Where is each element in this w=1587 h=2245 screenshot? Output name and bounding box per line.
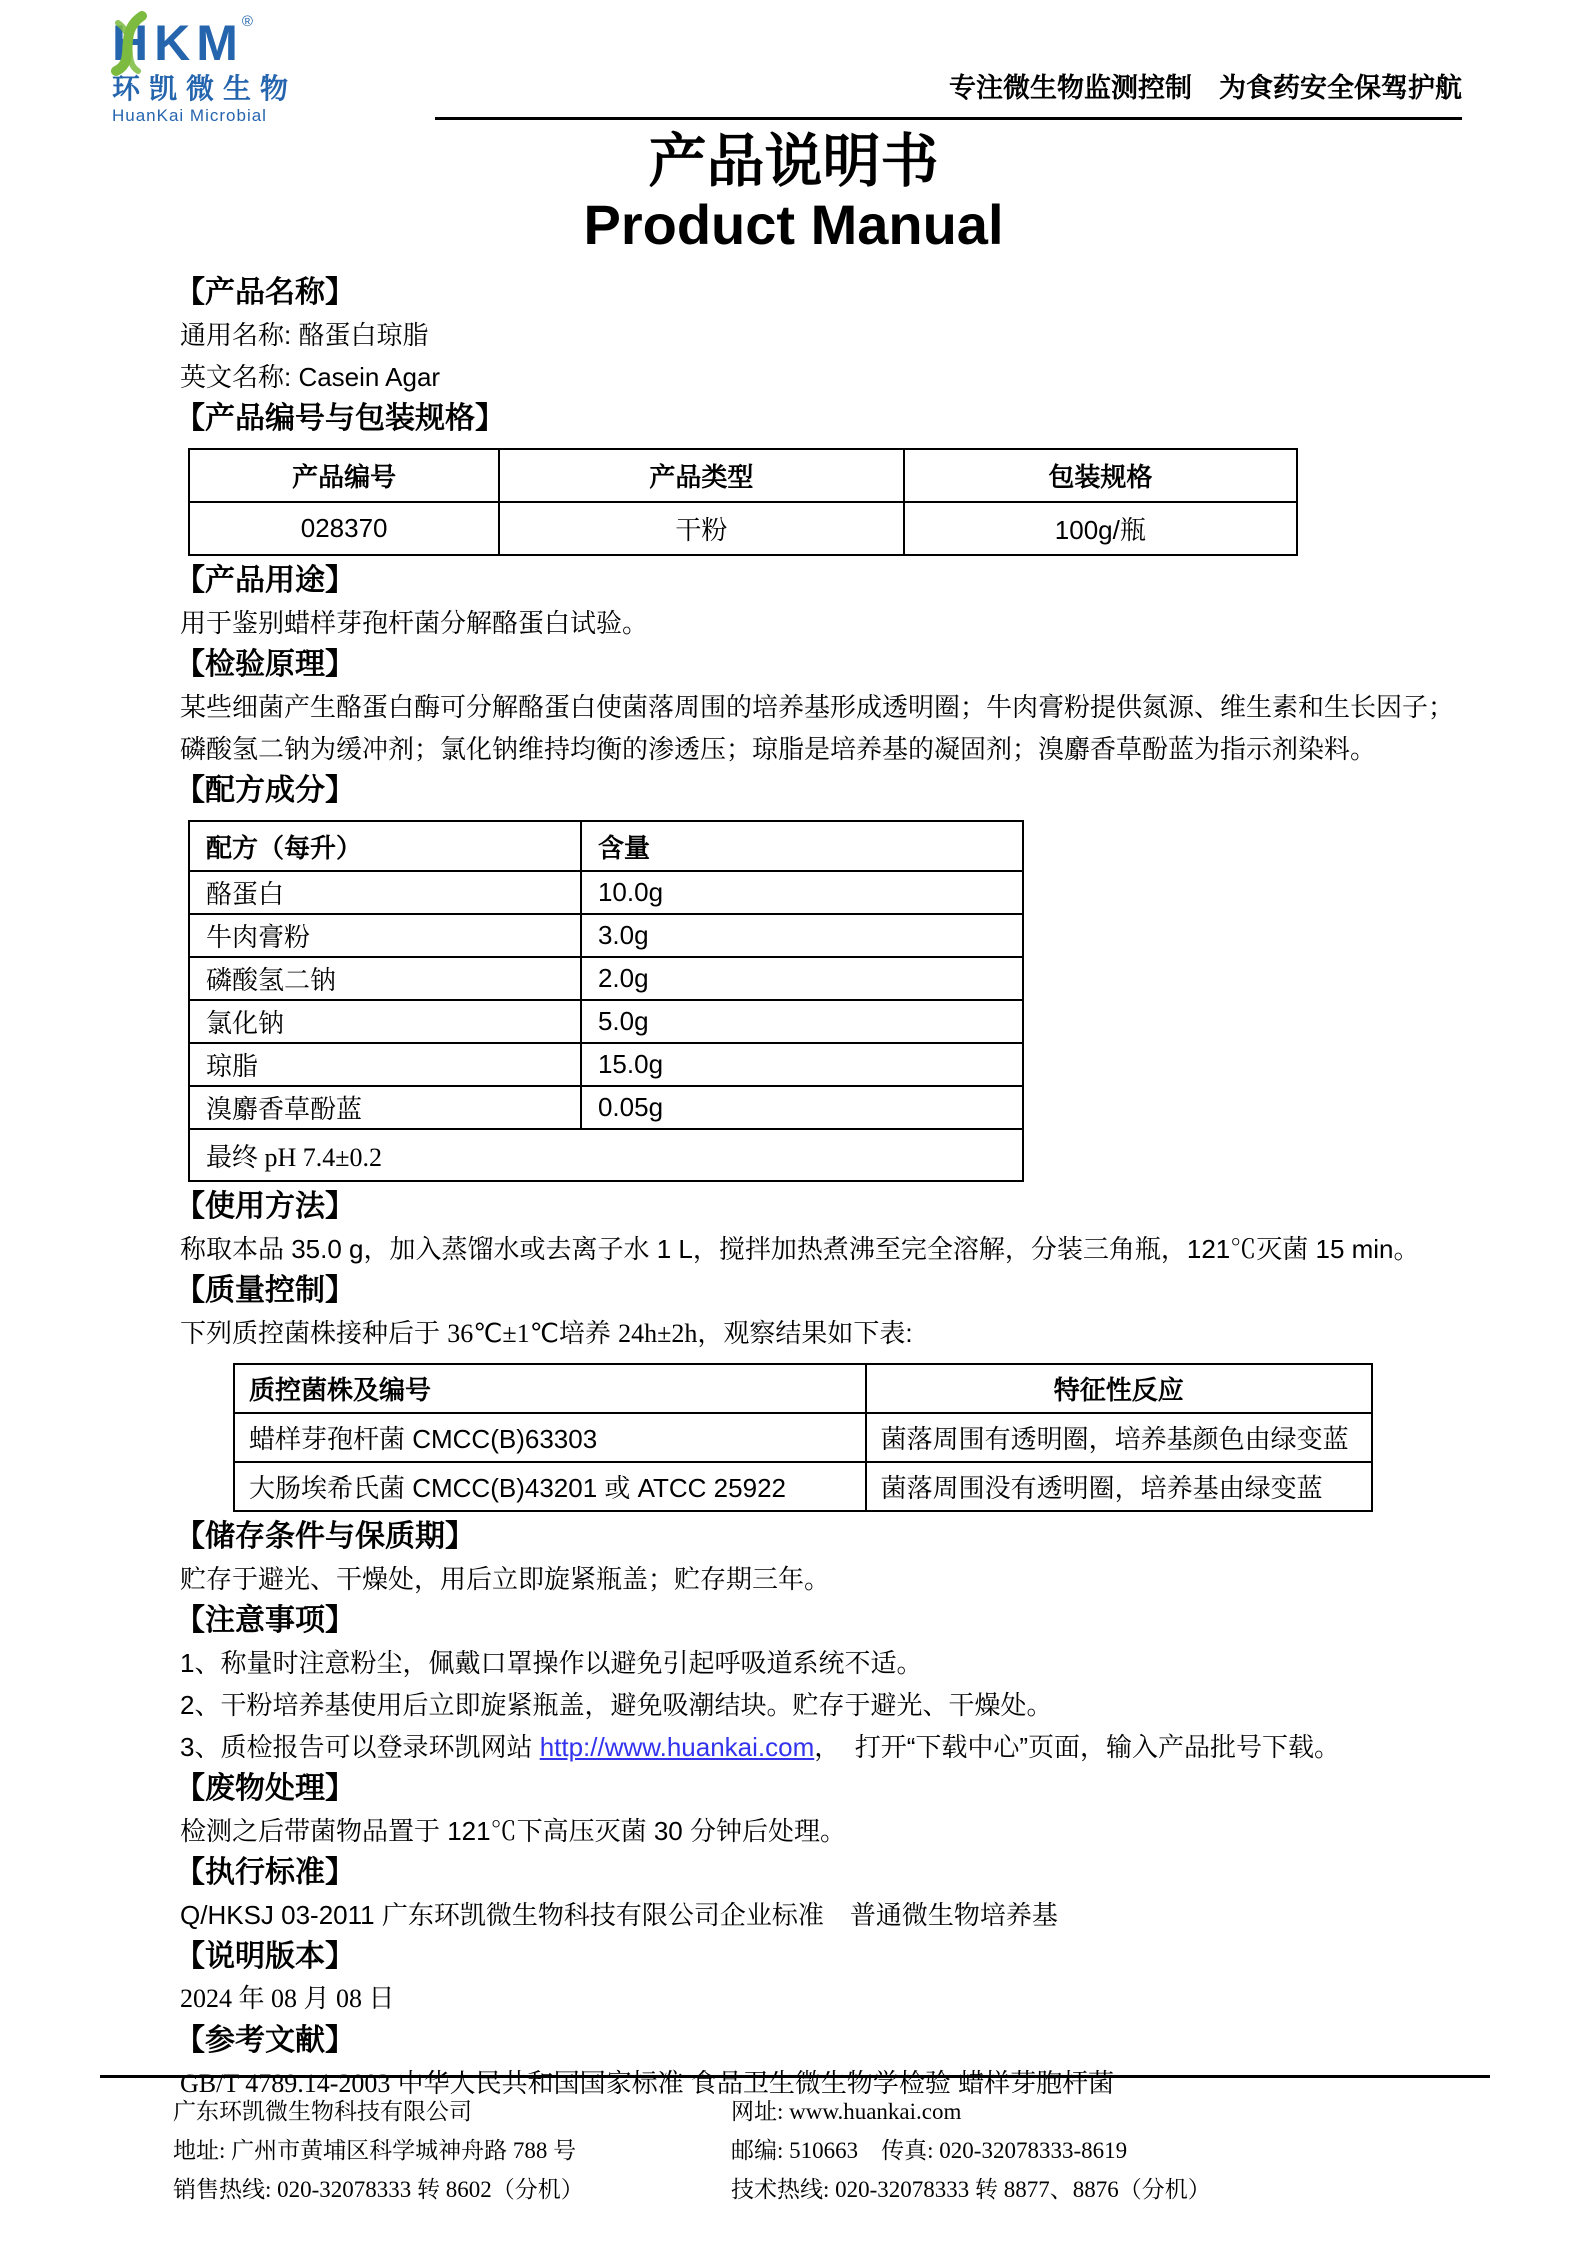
qc-intro-time: 24h±2h: [618, 1319, 698, 1348]
ingredient-cell: 酪蛋白: [189, 871, 581, 914]
footer-tech-hotline: 技术热线: 020-32078333 转 8877、8876（分机）: [731, 2177, 1211, 2202]
waste-text: 检测之后带菌物品置于 121℃下高压灭菌 30 分钟后处理。: [180, 1816, 846, 1846]
reference-title: 中华人民共和国国家标准 食品卫生微生物学检验 蜡样芽胞杆菌: [390, 2068, 1115, 2098]
amount-cell: 3.0g: [581, 914, 1023, 957]
note-item-3: [175, 1726, 1457, 1768]
logo-text: HKM: [112, 15, 244, 71]
qc-intro-part: ，观察结果如下表:: [697, 1318, 913, 1348]
logo-english-name: HuanKai Microbial: [112, 106, 267, 125]
page-footer: [100, 2075, 1490, 2209]
section-heading-storage: 【储存条件与保质期】: [175, 1520, 475, 1553]
formula-table: [188, 820, 1024, 1182]
formula-row: [189, 957, 1023, 1000]
usage-text: 用于鉴别蜡样芽孢杆菌分解酪蛋白试验。: [180, 608, 649, 638]
section-heading-standard: 【执行标准】: [175, 1856, 355, 1889]
spec-col-header: 产品编号: [189, 449, 499, 502]
strain-cell: 大肠埃希氏菌 CMCC(B)43201 或 ATCC 25922: [234, 1462, 866, 1511]
product-type-cell: 干粉: [499, 502, 903, 555]
formula-row: [189, 871, 1023, 914]
qc-intro: [175, 1312, 1457, 1355]
note-item-3-text: ， 打开“下载中心”页面，输入产品批号下载。: [814, 1732, 1341, 1762]
formula-header-row: [189, 821, 1023, 871]
qc-table: [233, 1363, 1373, 1512]
section-heading-usage: 【产品用途】: [175, 564, 355, 597]
hkm-logo-wordmark: [112, 13, 297, 71]
formula-row: [189, 1043, 1023, 1086]
amount-cell: 0.05g: [581, 1086, 1023, 1129]
company-slogan: 专注微生物监测控制 为食药安全保驾护航: [435, 66, 1462, 120]
principle-text: 某些细菌产生酪蛋白酶可分解酪蛋白使菌落周围的培养基形成透明圈；牛肉膏粉提供氮源、维生素和生长因子；磷酸氢二钠为缓冲剂；氯化钠维持均衡的渗透压；琼脂是培养基的凝固剂；溴麝香草酚蓝为指示剂染料。: [180, 692, 1455, 764]
logo-chinese-name: 环凯微生物: [112, 73, 298, 104]
spec-table-header-row: [189, 449, 1297, 502]
note-item-2: 2、干粉培养基使用后立即旋紧瓶盖，避免吸潮结块。贮存于避光、干燥处。: [180, 1690, 1053, 1720]
formula-col-header: 含量: [581, 821, 1023, 871]
english-name-line: 英文名称: Casein Agar: [180, 362, 441, 392]
hkm-logo: [112, 13, 298, 125]
ingredient-cell: 氯化钠: [189, 1000, 581, 1043]
page-title-cn: 产品说明书: [648, 129, 939, 194]
formula-row: [189, 1000, 1023, 1043]
spec-col-header: 产品类型: [499, 449, 903, 502]
footer-website: 网址: www.huankai.com: [731, 2099, 962, 2124]
ingredient-cell: 琼脂: [189, 1043, 581, 1086]
qc-header-row: [234, 1364, 1372, 1413]
footer-address: 地址: 广州市黄埔区科学城神舟路 788 号: [173, 2138, 577, 2163]
package-spec-cell: 100g/瓶: [904, 502, 1297, 555]
qc-row: [234, 1462, 1372, 1511]
note-item-1: 1、称量时注意粉尘，佩戴口罩操作以避免引起呼吸道系统不适。: [180, 1648, 923, 1678]
ingredient-cell: 磷酸氢二钠: [189, 957, 581, 1000]
reaction-cell: 菌落周围有透明圈，培养基颜色由绿变蓝: [866, 1413, 1372, 1462]
spec-table-row: [189, 502, 1297, 555]
note-item-3-text: 3、质检报告可以登录环凯网站: [180, 1732, 540, 1762]
footer-sales-hotline: 销售热线: 020-32078333 转 8602（分机）: [173, 2177, 584, 2202]
document-body: [0, 272, 1587, 2105]
formula-col-header: 配方（每升）: [189, 821, 581, 871]
section-heading-version: 【说明版本】: [175, 1940, 355, 1973]
amount-cell: 15.0g: [581, 1043, 1023, 1086]
registered-mark-icon: ®: [241, 13, 259, 30]
qc-intro-temperature: 36℃±1℃: [447, 1319, 559, 1348]
page-header: [0, 0, 1587, 125]
formula-row: [189, 914, 1023, 957]
ingredient-cell: 牛肉膏粉: [189, 914, 581, 957]
generic-name-line: 通用名称: 酪蛋白琼脂: [180, 320, 429, 350]
section-heading-waste: 【废物处理】: [175, 1772, 355, 1805]
storage-text: 贮存于避光、干燥处，用后立即旋紧瓶盖；贮存期三年。: [180, 1564, 831, 1594]
version-date: 2024 年 08 月 08 日: [180, 1984, 395, 2013]
huankai-website-link[interactable]: http://www.huankai.com: [539, 1732, 815, 1762]
standard-text: Q/HKSJ 03-2011 广东环凯微生物科技有限公司企业标准 普通微生物培养基: [180, 1900, 1058, 1930]
spec-table: [188, 448, 1298, 556]
amount-cell: 2.0g: [581, 957, 1023, 1000]
spec-col-header: 包装规格: [904, 449, 1297, 502]
qc-intro-part: 培养: [558, 1318, 619, 1348]
amount-cell: 10.0g: [581, 871, 1023, 914]
product-code-cell: 028370: [189, 502, 499, 555]
section-heading-qc: 【质量控制】: [175, 1274, 355, 1307]
footer-postal-fax: 邮编: 510663 传真: 020-32078333-8619: [731, 2138, 1128, 2163]
ingredient-cell: 溴麝香草酚蓝: [189, 1086, 581, 1129]
reference-code: GB/T 4789.14-2003: [180, 2069, 391, 2098]
amount-cell: 5.0g: [581, 1000, 1023, 1043]
method-text: 称取本品 35.0 g，加入蒸馏水或去离子水 1 L，搅拌加热煮沸至完全溶解，分装三角瓶，121℃灭菌 15 min。: [180, 1234, 1420, 1264]
qc-intro-part: 下列质控菌株接种后于: [180, 1318, 448, 1348]
strain-cell: 蜡样芽孢杆菌 CMCC(B)63303: [234, 1413, 866, 1462]
final-ph-prefix: 最终: [206, 1141, 259, 1172]
section-heading-product-name: 【产品名称】: [175, 276, 355, 309]
final-ph-value: pH 7.4±0.2: [258, 1142, 383, 1172]
page-title-en: Product Manual: [583, 193, 1004, 256]
final-ph-row: [189, 1129, 1023, 1181]
section-heading-method: 【使用方法】: [175, 1190, 355, 1223]
section-heading-principle: 【检验原理】: [175, 648, 355, 681]
section-heading-spec: 【产品编号与包装规格】: [175, 402, 505, 435]
section-heading-notes: 【注意事项】: [175, 1604, 355, 1637]
qc-row: [234, 1413, 1372, 1462]
formula-row: [189, 1086, 1023, 1129]
final-ph-cell: [189, 1129, 1023, 1181]
section-heading-formula: 【配方成分】: [175, 774, 355, 807]
reaction-cell: 菌落周围没有透明圈，培养基由绿变蓝: [866, 1462, 1372, 1511]
qc-col-header-strain: 质控菌株及编号: [234, 1364, 866, 1413]
qc-col-header-reaction: 特征性反应: [866, 1364, 1372, 1413]
section-heading-references: 【参考文献】: [175, 2024, 355, 2057]
footer-company: 广东环凯微生物科技有限公司: [173, 2099, 472, 2124]
